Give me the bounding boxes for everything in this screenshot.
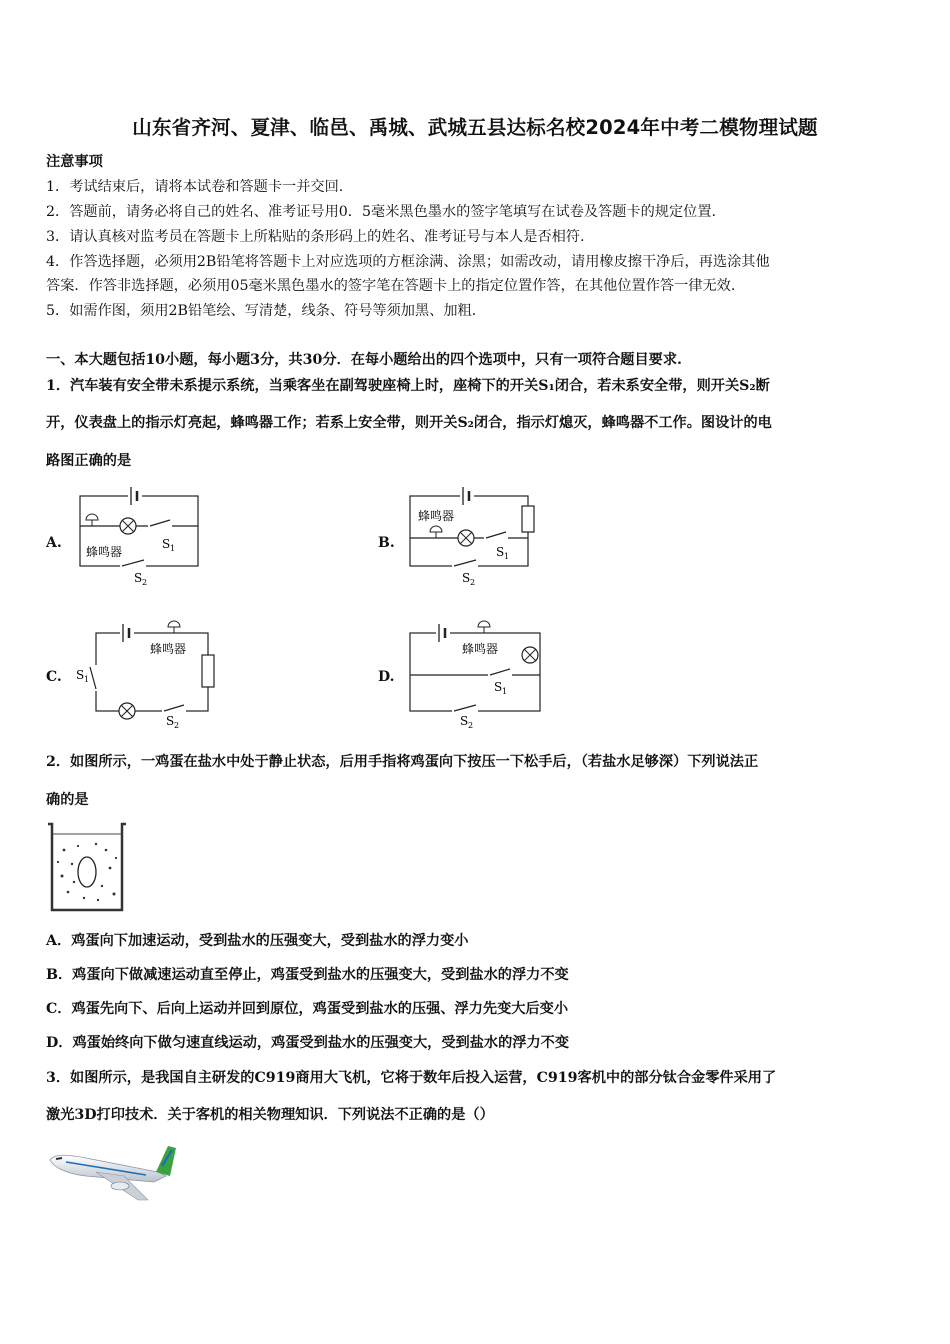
s1-subscript: 1 [84, 675, 90, 684]
notice-item: 2．答题前，请务必将自己的姓名、准考证号用0．5毫米黑色墨水的签字笔填写在试卷及答题卡的规定位置. [46, 204, 717, 220]
s1-label: S [162, 537, 171, 551]
circuit-diagram-d [400, 615, 550, 730]
q3-stem-line2: 激光3D打印技术．关于客机的相关物理知识．下列说法不正确的是（） [46, 1107, 494, 1123]
circuit-diagram-a [70, 480, 210, 590]
beaker-egg-figure [44, 820, 130, 918]
s2-label: S [166, 714, 175, 728]
resistor-icon [522, 506, 534, 532]
circuit-diagram-b [400, 480, 550, 590]
s1-subscript: 1 [502, 687, 508, 696]
notice-heading: 注意事项 [46, 154, 103, 170]
s1-label: S [494, 680, 503, 694]
buzzer-label: 蜂鸣器 [86, 545, 123, 559]
s2-label: S [134, 571, 143, 585]
buzzer-icon [430, 526, 442, 538]
q1-option-d-label: D. [378, 669, 395, 685]
s1-label: S [496, 545, 505, 559]
q1-stem-line3: 路图正确的是 [46, 453, 132, 469]
notice-item: 答案．作答非选择题，必须用05毫米黑色墨水的签字笔在答题卡上的指定位置作答，在其他位置作答一律无效. [46, 278, 736, 294]
egg-icon [78, 857, 96, 887]
q2-stem-line1: 2．如图所示，一鸡蛋在盐水中处于静止状态，后用手指将鸡蛋向下按压一下松手后，（若盐水足够深）下列说法正 [46, 754, 759, 770]
s2-label: S [460, 714, 469, 728]
page-title: 山东省齐河、夏津、临邑、禹城、武城五县达标名校2024年中考二模物理试题 [132, 116, 818, 139]
s2-subscript: 2 [470, 578, 476, 587]
buzzer-label: 蜂鸣器 [462, 642, 499, 656]
buzzer-label: 蜂鸣器 [150, 642, 187, 656]
notice-item: 1．考试结束后，请将本试卷和答题卡一并交回. [46, 179, 344, 195]
s1-label: S [76, 668, 85, 682]
engine-icon [111, 1182, 129, 1190]
q3-stem-line1: 3．如图所示，是我国自主研发的C919商用大飞机，它将于数年后投入运营，C919客机中的部分钛合金零件采用了 [46, 1070, 777, 1086]
circuit-diagram-c [70, 615, 220, 730]
s2-subscript: 2 [174, 721, 180, 730]
q1-stem-line2: 开，仪表盘上的指示灯亮起，蜂鸣器工作；若系上安全带，则开关S₂闭合，指示灯熄灭，蜂鸣器不工作。图设计的电 [46, 415, 772, 431]
s1-subscript: 1 [170, 544, 176, 553]
q1-option-b-label: B. [378, 535, 395, 551]
s2-label: S [462, 571, 471, 585]
resistor-icon [202, 655, 214, 687]
q2-stem-line2: 确的是 [46, 792, 89, 808]
q1-option-a-label: A. [46, 535, 62, 551]
buzzer-label: 蜂鸣器 [418, 509, 455, 523]
q2-option-b: B．鸡蛋向下做减速运动直至停止，鸡蛋受到盐水的压强变大，受到盐水的浮力不变 [46, 967, 569, 983]
c919-airplane-image [46, 1142, 182, 1202]
notice-item: 5．如需作图，须用2B铅笔绘、写清楚，线条、符号等须加黑、加粗. [46, 303, 477, 319]
q1-option-c-label: C. [46, 669, 62, 685]
notice-item: 4．作答选择题，必须用2B铅笔将答题卡上对应选项的方框涂满、涂黑；如需改动，请用橡皮擦干净后，再选涂其他 [46, 254, 770, 270]
s2-subscript: 2 [142, 578, 148, 587]
notice-item: 3．请认真核对监考员在答题卡上所粘贴的条形码上的姓名、准考证号与本人是否相符. [46, 229, 585, 245]
q2-option-d: D．鸡蛋始终向下做匀速直线运动，鸡蛋受到盐水的压强变大，受到盐水的浮力不变 [46, 1035, 570, 1051]
q1-stem-line1: 1．汽车装有安全带未系提示系统，当乘客坐在副驾驶座椅上时，座椅下的开关S₁闭合，若未系安全带，则开关S₂断 [46, 378, 770, 394]
q2-option-c: C．鸡蛋先向下、后向上运动并回到原位，鸡蛋受到盐水的压强、浮力先变大后变小 [46, 1001, 569, 1017]
q2-option-a: A．鸡蛋向下加速运动，受到盐水的压强变大，受到盐水的浮力变小 [46, 933, 469, 949]
section-heading: 一、本大题包括10小题，每小题3分，共30分．在每小题给出的四个选项中，只有一项符合题目要求. [46, 352, 682, 368]
s2-subscript: 2 [468, 721, 474, 730]
buzzer-icon [86, 514, 98, 526]
buzzer-icon [168, 621, 180, 633]
s1-subscript: 1 [504, 552, 510, 561]
buzzer-icon [478, 621, 490, 633]
